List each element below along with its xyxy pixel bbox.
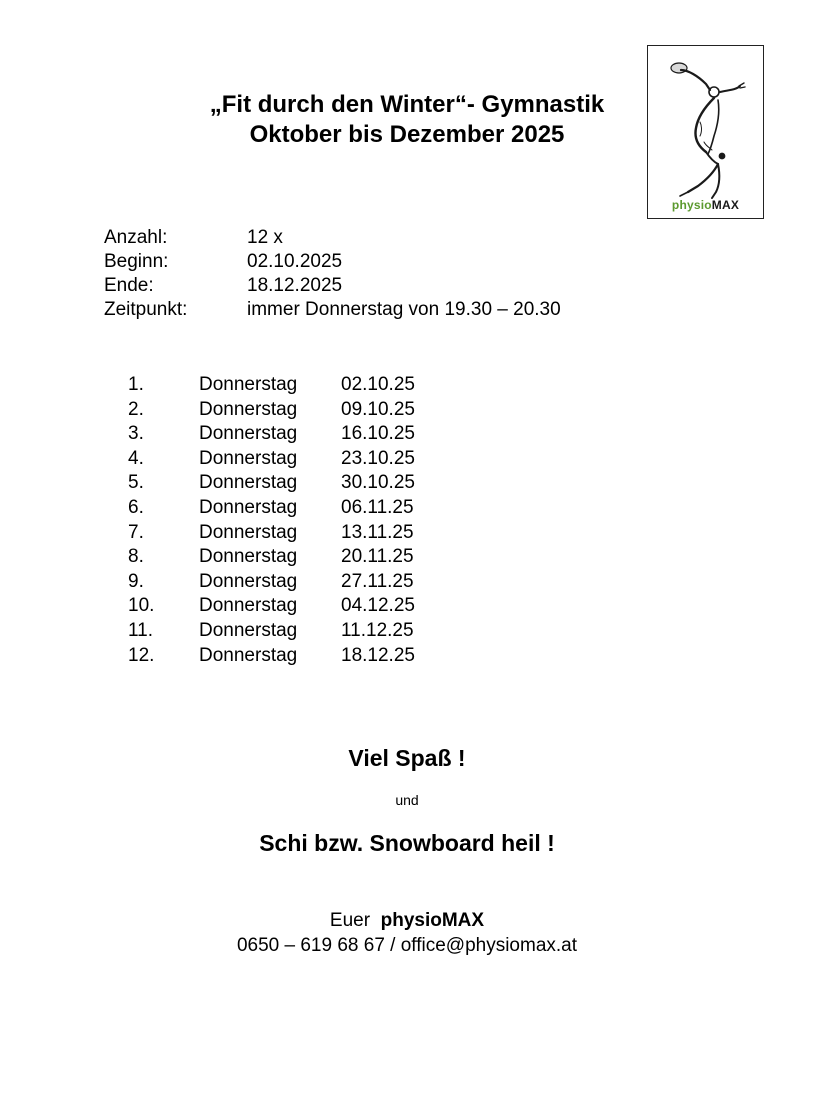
schedule-date: 06.11.25 (341, 497, 414, 518)
info-value: 18.12.2025 (247, 275, 343, 296)
schedule-number: 6. (128, 497, 144, 518)
schedule-number: 7. (128, 521, 144, 543)
greeting-fun: Viel Spaß ! (348, 745, 466, 771)
logo-brand-physio: physio (671, 198, 712, 212)
schedule-number: 5. (128, 472, 144, 494)
schedule-day: Donnerstag (199, 398, 298, 420)
signature-prefix: Euer (329, 910, 371, 931)
schedule-date: 09.10.25 (341, 398, 415, 420)
info-label: Zeitpunkt: (104, 299, 188, 320)
schedule-day: Donnerstag (199, 374, 298, 395)
signature-name: physioMAX (380, 910, 485, 931)
schedule-day: Donnerstag (199, 570, 298, 592)
schedule-number: 11. (128, 620, 154, 641)
schedule-day: Donnerstag (199, 644, 298, 666)
schedule-day: Donnerstag (199, 521, 298, 543)
greeting-ski: Schi bzw. Snowboard heil ! (259, 830, 555, 856)
info-label: Anzahl: (104, 227, 168, 248)
schedule-date: 18.12.25 (341, 644, 415, 666)
logo-brand-max: MAX (711, 198, 740, 212)
schedule-date: 04.12.25 (341, 595, 415, 617)
schedule-number: 9. (128, 570, 144, 592)
schedule-day: Donnerstag (199, 546, 298, 568)
schedule-day: Donnerstag (199, 447, 298, 469)
schedule-day: Donnerstag (199, 472, 298, 494)
page-title-line-2: Oktober bis Dezember 2025 (249, 121, 565, 148)
schedule-number: 10. (128, 595, 155, 617)
info-label: Ende: (104, 275, 154, 296)
schedule-day: Donnerstag (199, 620, 298, 641)
page-title-line-1: „Fit durch den Winter“- Gymnastik (209, 91, 605, 118)
schedule-number: 3. (128, 423, 144, 445)
schedule-date: 23.10.25 (341, 447, 415, 469)
schedule-date: 16.10.25 (341, 423, 415, 445)
greeting-connector: und (395, 792, 419, 808)
schedule-day: Donnerstag (199, 423, 298, 445)
schedule-date: 13.11.25 (341, 521, 414, 543)
logo-wordmark (648, 198, 763, 212)
contact-line: 0650 – 619 68 67 / office@physiomax.at (236, 935, 578, 956)
info-value: 12 x (247, 227, 283, 248)
info-label: Beginn: (104, 251, 169, 272)
schedule-number: 2. (128, 398, 144, 420)
schedule-day: Donnerstag (199, 497, 298, 518)
info-value: 02.10.2025 (247, 251, 343, 272)
schedule-day: Donnerstag (199, 595, 298, 617)
schedule-date: 30.10.25 (341, 472, 415, 494)
schedule-date: 02.10.25 (341, 374, 415, 395)
signature (100, 908, 714, 933)
physiomax-logo (647, 45, 764, 219)
discus-thrower-icon (648, 46, 765, 220)
schedule-date: 27.11.25 (341, 570, 414, 592)
info-value: immer Donnerstag von 19.30 – 20.30 (247, 299, 561, 320)
schedule-date: 20.11.25 (341, 546, 414, 568)
schedule-number: 4. (128, 447, 144, 469)
schedule-number: 12. (128, 644, 155, 666)
schedule-date: 11.12.25 (341, 620, 414, 641)
schedule-number: 1. (128, 374, 144, 395)
schedule-number: 8. (128, 546, 144, 568)
